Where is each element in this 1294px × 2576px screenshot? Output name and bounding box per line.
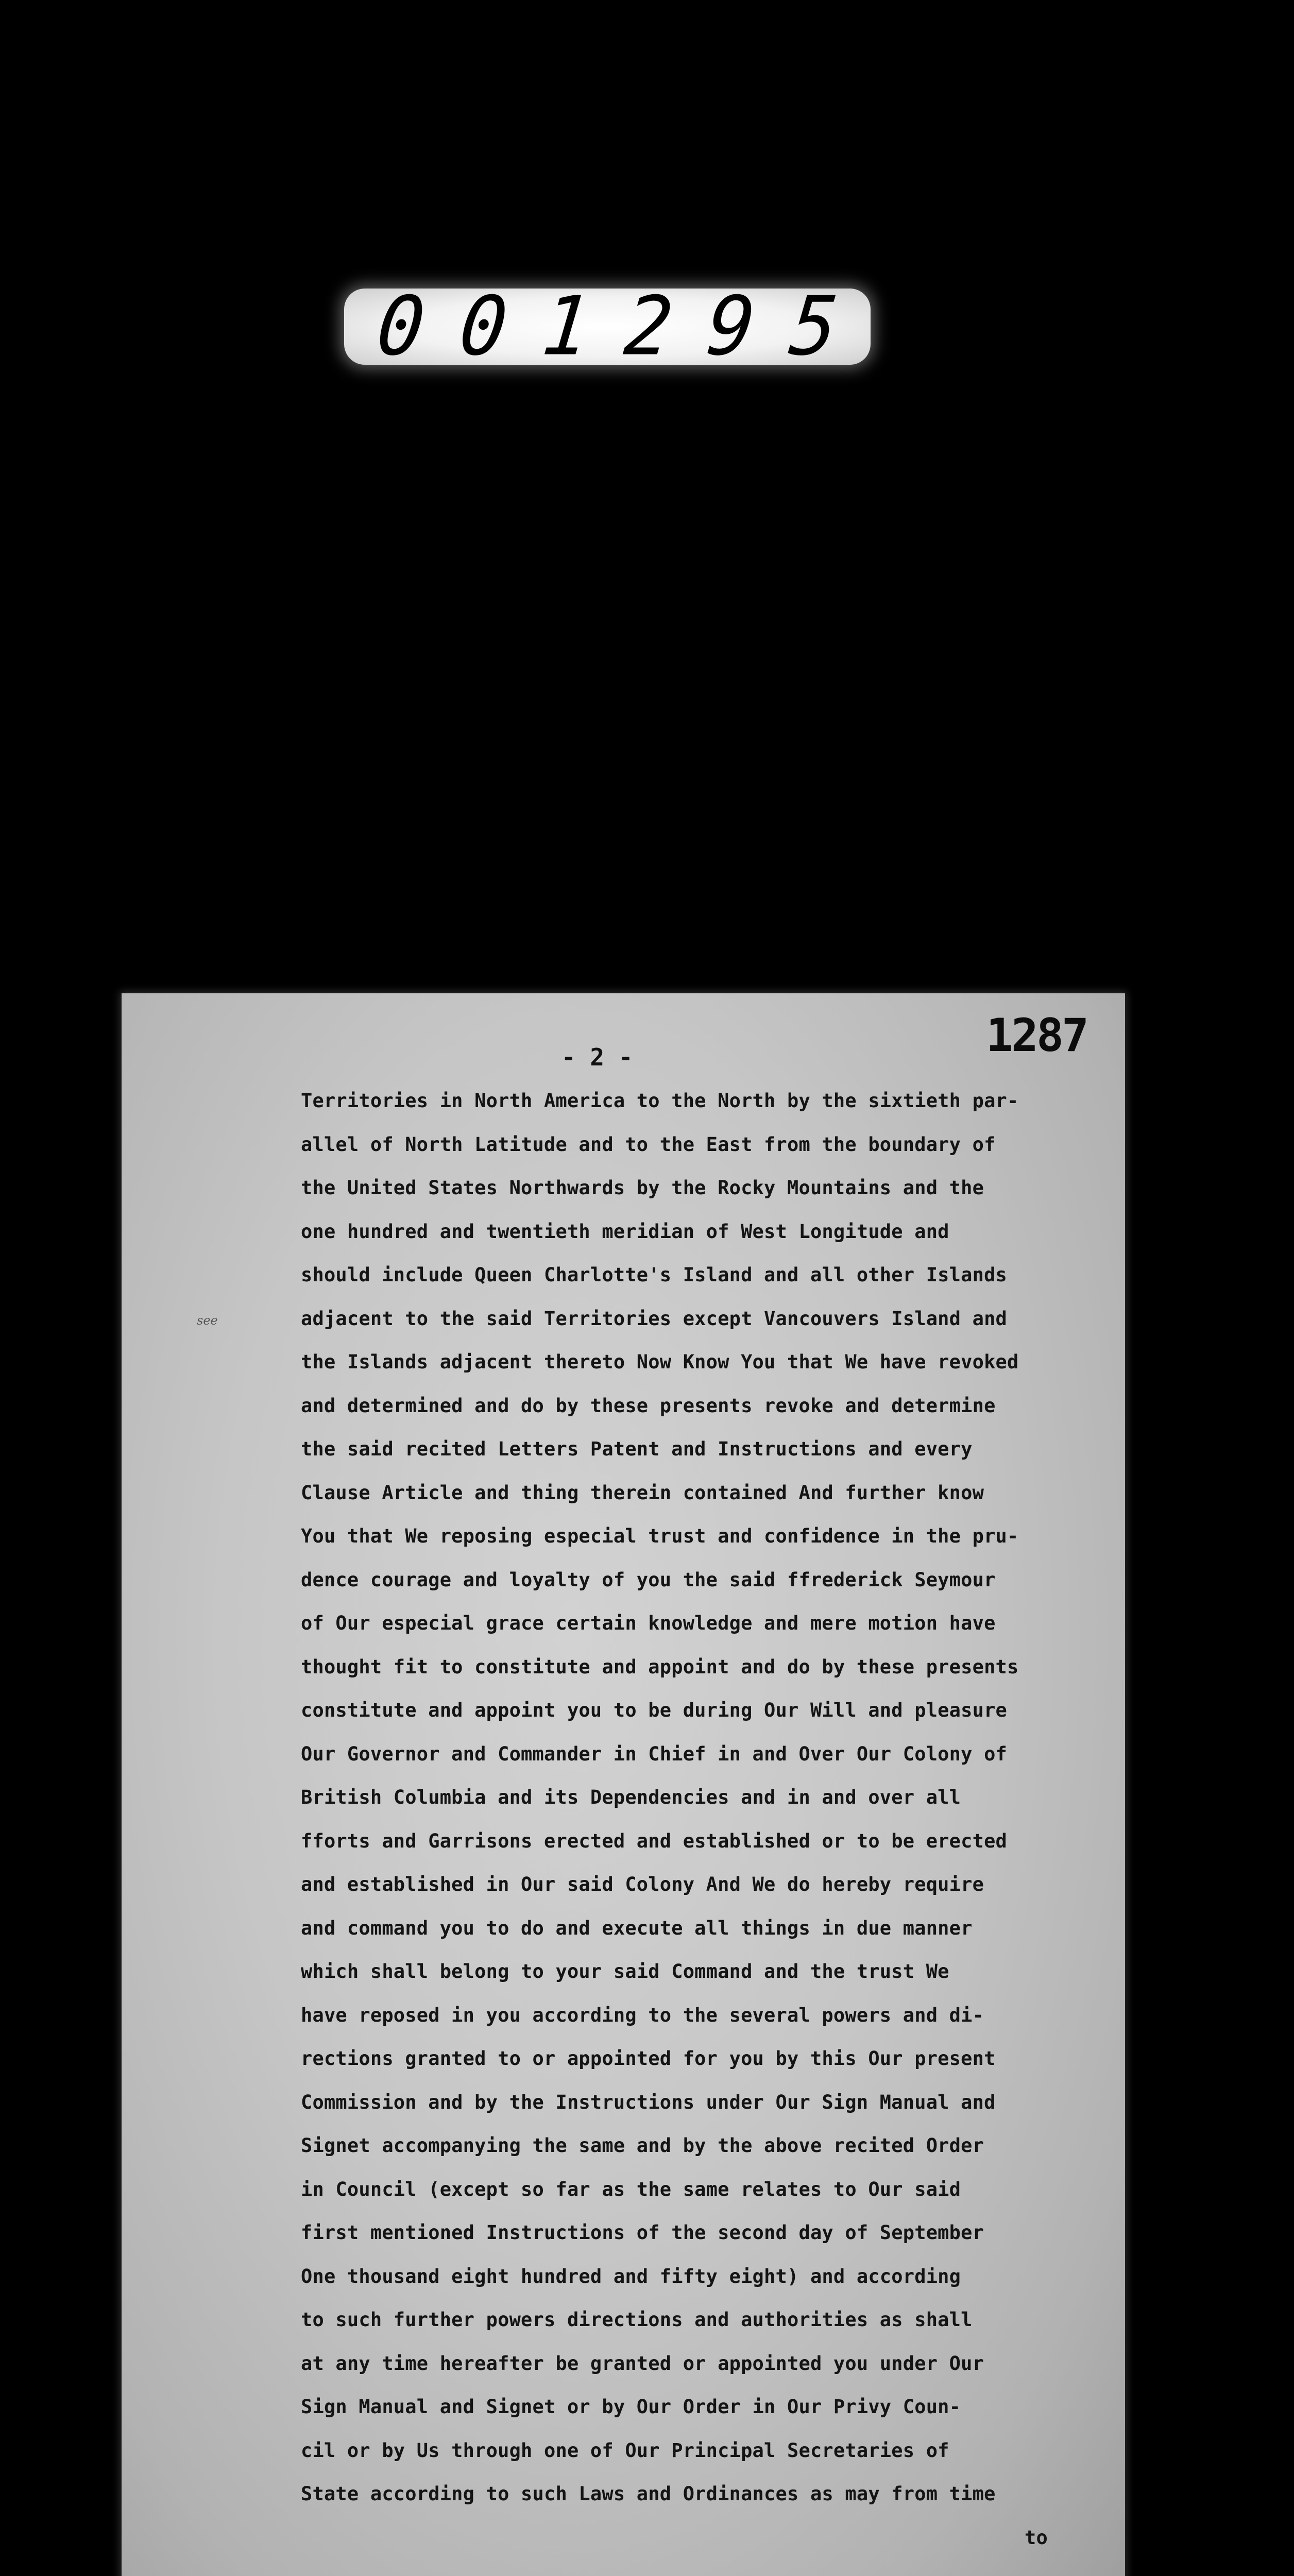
margin-note: see <box>197 1313 218 1328</box>
text-line: which shall belong to your said Command and the trust We <box>301 1960 949 1982</box>
folio-stamp: 1287 <box>986 1009 1087 1062</box>
text-line: and established in Our said Colony And We do hereby require <box>301 1873 984 1895</box>
text-line: allel of North Latitude and to the East from the boundary of <box>301 1133 996 1156</box>
body-text <box>301 1079 1104 2560</box>
text-line: cil or by Us through one of Our Principal Secretaries of <box>301 2439 949 2462</box>
text-line: the United States Northwards by the Rocky Mountains and the <box>301 1177 984 1199</box>
frame-number-card <box>344 279 878 374</box>
text-line: Our Governor and Commander in Chief in and Over Our Colony of <box>301 1742 1008 1765</box>
frame-number: 001295 <box>372 279 878 374</box>
catchword: to <box>1025 2526 1048 2549</box>
text-line: adjacent to the said Territories except Vancouvers Island and <box>301 1307 1008 1330</box>
text-line: to such further powers directions and authorities as shall <box>301 2309 973 2331</box>
text-line: the Islands adjacent thereto Now Know You that We have revoked <box>301 1351 1019 1373</box>
text-line: the said recited Letters Patent and Instructions and every <box>301 1438 973 1460</box>
text-line: should include Queen Charlotte's Island and all other Islands <box>301 1264 1008 1286</box>
text-line: rections granted to or appointed for you by this Our present <box>301 2047 996 2070</box>
text-line: dence courage and loyalty of you the said ffrederick Seymour <box>301 1568 996 1591</box>
text-line: Sign Manual and Signet or by Our Order in Our Privy Coun- <box>301 2396 961 2418</box>
text-line: constitute and appoint you to be during Our Will and pleasure <box>301 1699 1008 1721</box>
text-line: Territories in North America to the North by the sixtieth par- <box>301 1090 1019 1112</box>
text-line: Commission and by the Instructions under Our Sign Manual and <box>301 2091 996 2113</box>
text-line: One thousand eight hundred and fifty eight) and according <box>301 2265 961 2287</box>
text-line: fforts and Garrisons erected and established or to be erected <box>301 1829 1008 1852</box>
page-number: - 2 - <box>561 1043 633 1071</box>
text-line: first mentioned Instructions of the second day of September <box>301 2222 984 2244</box>
text-line: in Council (except so far as the same relates to Our said <box>301 2178 961 2200</box>
text-line: of Our especial grace certain knowledge and mere motion have <box>301 1612 996 1634</box>
text-line: British Columbia and its Dependencies and in and over all <box>301 1786 961 1808</box>
text-line: and determined and do by these presents revoke and determine <box>301 1394 996 1417</box>
text-line: one hundred and twentieth meridian of West Longitude and <box>301 1220 949 1243</box>
text-line: thought fit to constitute and appoint and do by these presents <box>301 1655 1019 1678</box>
text-line: and command you to do and execute all things in due manner <box>301 1917 973 1939</box>
text-line: at any time hereafter be granted or appointed you under Our <box>301 2352 984 2375</box>
document-page <box>122 993 1125 2576</box>
text-line: Signet accompanying the same and by the above recited Order <box>301 2134 984 2157</box>
text-line: Clause Article and thing therein contained And further know <box>301 1481 984 1504</box>
text-line: have reposed in you according to the several powers and di- <box>301 2004 984 2026</box>
text-line: You that We reposing especial trust and confidence in the pru- <box>301 1525 1019 1547</box>
text-line: State according to such Laws and Ordinances as may from time <box>301 2483 996 2505</box>
